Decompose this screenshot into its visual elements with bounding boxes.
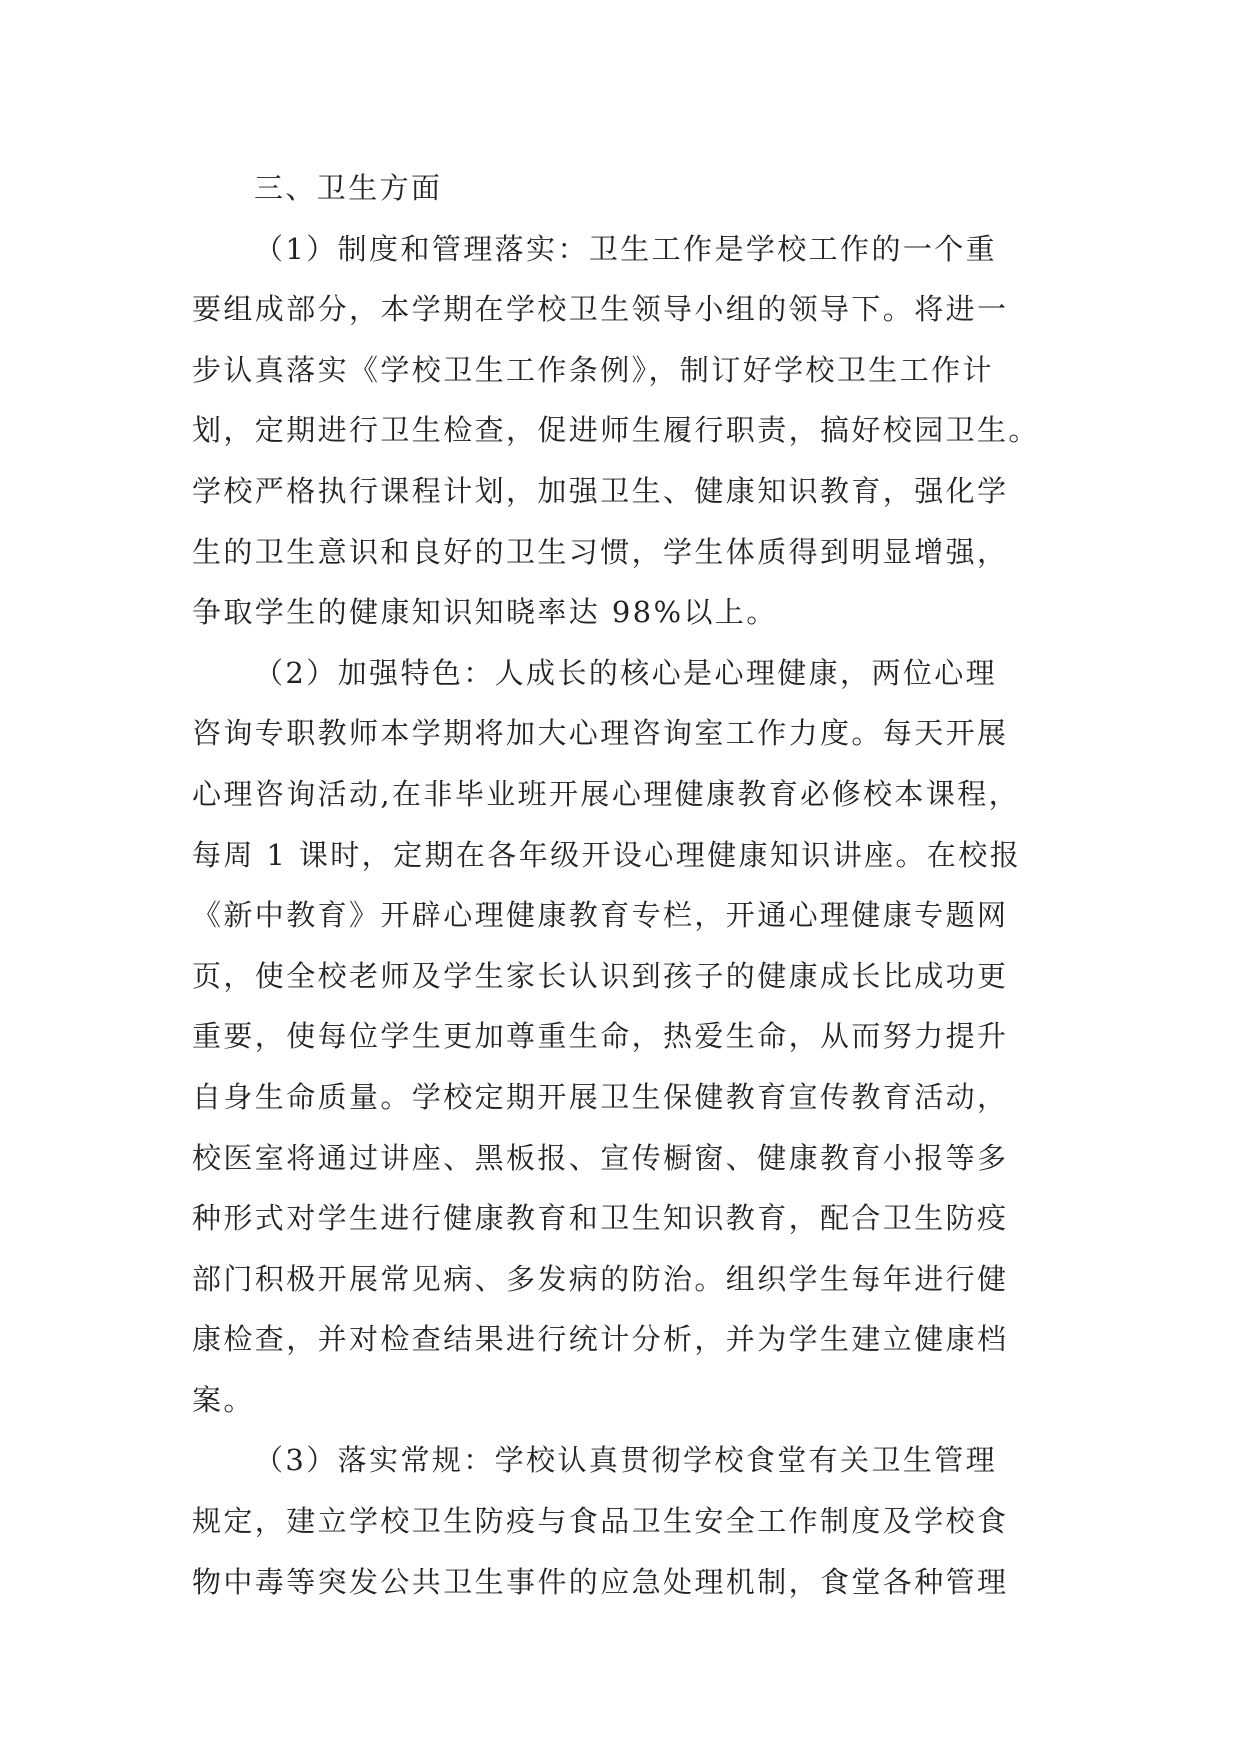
paragraph-line: 页，使全校老师及学生家长认识到孩子的健康成长比成功更 <box>192 958 1009 993</box>
paragraph-line: 咨询专职教师本学期将加大心理咨询室工作力度。每天开展 <box>192 716 1009 751</box>
paragraph-line: （2）加强特色：人成长的核心是心理健康，两位心理 <box>254 655 998 690</box>
paragraph-3 <box>192 1430 1062 1612</box>
paragraph-line: 要组成部分，本学期在学校卫生领导小组的领导下。将进一 <box>192 292 1009 327</box>
paragraph-line: 规定，建立学校卫生防疫与食品卫生安全工作制度及学校食 <box>192 1504 1009 1539</box>
paragraph-line: 康检查，并对检查结果进行统计分析，并为学生建立健康档 <box>192 1322 1009 1357</box>
paragraph-line: 步认真落实《学校卫生工作条例》，制订好学校卫生工作计 <box>192 352 994 387</box>
paragraph-line: 自身生命质量。学校定期开展卫生保健教育宣传教育活动， <box>192 1079 1009 1114</box>
paragraph-line: 每周 1 课时，定期在各年级开设心理健康知识讲座。在校报 <box>192 837 1022 872</box>
paragraph-line: 种形式对学生进行健康教育和卫生知识教育，配合卫生防疫 <box>192 1201 1009 1236</box>
section-heading: 三、卫生方面 <box>254 171 443 205</box>
paragraph-line: （3）落实常规：学校认真贯彻学校食堂有关卫生管理 <box>254 1443 998 1478</box>
paragraph-line: 校医室将通过讲座、黑板报、宣传橱窗、健康教育小报等多 <box>192 1140 1009 1175</box>
paragraph-line: 划，定期进行卫生检查，促进师生履行职责，搞好校园卫生。 <box>192 413 1040 448</box>
paragraph-line: （1）制度和管理落实：卫生工作是学校工作的一个重 <box>254 231 998 266</box>
paragraph-line: 案。 <box>192 1382 255 1417</box>
paragraph-1 <box>192 219 1062 643</box>
paragraph-line: 生的卫生意识和良好的卫生习惯，学生体质得到明显增强， <box>192 534 1009 569</box>
paragraph-line: 物中毒等突发公共卫生事件的应急处理机制，食堂各种管理 <box>192 1564 1009 1599</box>
paragraph-line: 重要，使每位学生更加尊重生命，热爱生命，从而努力提升 <box>192 1019 1009 1054</box>
paragraph-line: 学校严格执行课程计划，加强卫生、健康知识教育，强化学 <box>192 473 1009 508</box>
paragraph-line: 争取学生的健康知识知晓率达 98%以上。 <box>192 595 778 630</box>
paragraph-2 <box>192 643 1062 1431</box>
paragraph-line: 部门积极开展常见病、多发病的防治。组织学生每年进行健 <box>192 1261 1009 1296</box>
document-body <box>192 158 1062 1612</box>
paragraph-line: 《新中教育》开辟心理健康教育专栏，开通心理健康专题网 <box>192 898 1009 933</box>
paragraph-line: 心理咨询活动,在非毕业班开展心理健康教育必修校本课程， <box>192 776 1021 811</box>
